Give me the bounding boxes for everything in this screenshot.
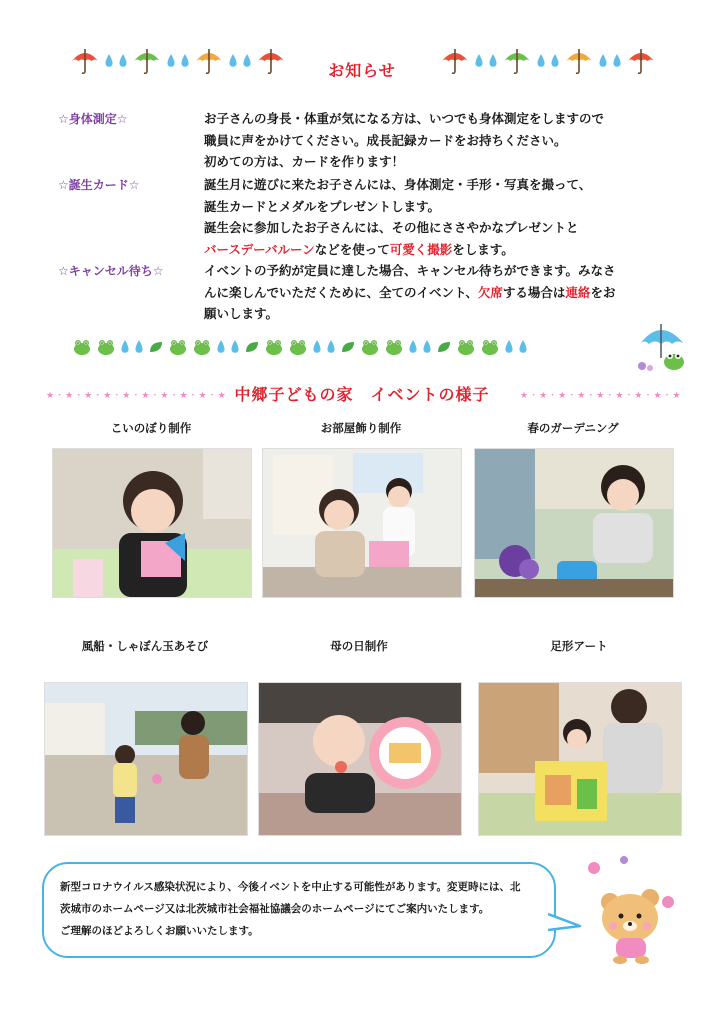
notice-line (204, 239, 591, 261)
raindrop-icon (408, 339, 418, 355)
raindrop-icon (216, 339, 226, 355)
notice-label-measure: ☆身体測定☆ (58, 112, 128, 126)
notice-line: 初めての方は、カードを作ります！ (204, 154, 405, 169)
photo-footprint-art (478, 682, 682, 836)
photo-spring-gardening (474, 448, 674, 598)
notice-body-birthday (204, 174, 591, 260)
notice-label-cancel: ☆キャンセル待ち☆ (58, 264, 164, 278)
photo-mothers-day (258, 682, 462, 836)
frog-icon (360, 338, 380, 356)
notice-text: する場合は (502, 284, 566, 300)
bear-illustration (580, 856, 690, 966)
notice-line: 職員に声をかけてください。成長記録カードをお持ちください。 (204, 132, 567, 148)
frog-icon (96, 338, 116, 356)
leaf-icon (436, 340, 452, 354)
photo-caption: 足形アート (550, 639, 608, 653)
notice-line: 誕生カードとメダルをプレゼントします。 (204, 198, 441, 214)
star-border-right: ★・★・★・★・★・★・★・★・★ (520, 391, 682, 401)
frog-icon (72, 338, 92, 356)
frog-icon (288, 338, 308, 356)
frog-icon (264, 338, 284, 356)
leaf-icon (340, 340, 356, 354)
frog-umbrella-illustration (632, 318, 690, 374)
frog-icon (192, 338, 212, 356)
raindrop-icon (312, 339, 322, 355)
umbrella-row-right (440, 46, 656, 76)
notice-body-measure (204, 108, 604, 173)
bubble-line: ご理解のほどよろしくお願いいたします。 (60, 925, 259, 937)
notice-text: などを使って (314, 241, 390, 257)
notice-line (204, 282, 616, 304)
notice-text: んに楽しんでいただくために、全てのイベント、 (204, 284, 478, 300)
bubble-line: 新型コロナウイルス感染状況により、今後イベントを中止する可能性があります。変更時には、北 (60, 881, 521, 893)
highlight-text: 可愛く撮影 (389, 241, 453, 257)
notice-line: お子さんの身長・体重が気になる方は、いつでも身体測定をしますので (204, 111, 605, 126)
highlight-text: 連絡 (565, 284, 591, 300)
umbrella-icon (626, 46, 656, 76)
star-border-left: ★・★・★・★・★・★・★・★・★・★ (46, 391, 227, 401)
photo-room-decoration (262, 448, 462, 598)
raindrop-icon (612, 53, 622, 69)
raindrop-icon (326, 339, 336, 355)
bubble-line: 茨城市のホームページ又は北茨城市社会福祉協議会のホームページにてご案内いたします。 (60, 903, 490, 915)
notice-line: イベントの予約が定員に達した場合、キャンセル待ちができます。みなさ (204, 263, 616, 278)
highlight-text: バースデーバルーン (204, 241, 315, 257)
notice-line: 誕生会に参加したお子さんには、その他にささやかなプレゼントと (204, 220, 579, 235)
photo-caption: お部屋飾り制作 (320, 421, 402, 435)
frog-icon (384, 338, 404, 356)
photo-caption: 母の日制作 (330, 639, 388, 653)
umbrella-icon (564, 46, 594, 76)
raindrop-icon (504, 339, 514, 355)
notice-line: 願いします。 (204, 306, 279, 321)
raindrop-icon (550, 53, 560, 69)
photo-caption: 風船・しゃぼん玉あそび (81, 639, 209, 653)
photo-caption: 春のガーデニング (527, 421, 619, 435)
frog-decoration-row (72, 338, 528, 356)
frog-icon (168, 338, 188, 356)
raindrop-icon (474, 53, 484, 69)
frog-icon (480, 338, 500, 356)
section-title: 中郷子どもの家 イベントの様子 (234, 385, 490, 404)
notice-text: をします。 (452, 241, 514, 257)
raindrop-icon (120, 339, 130, 355)
umbrella-icon (502, 46, 532, 76)
flower-icon (588, 862, 600, 874)
raindrop-icon (422, 339, 432, 355)
notice-body-cancel (204, 260, 616, 325)
highlight-text: 欠席 (477, 284, 503, 300)
bubble-text (60, 876, 550, 942)
raindrop-icon (134, 339, 144, 355)
frog-icon (456, 338, 476, 356)
page-title: お知らせ (328, 61, 396, 80)
bubble-tail (548, 912, 582, 934)
notice-label-birthday: ☆誕生カード☆ (58, 178, 140, 192)
photo-koinobori (52, 448, 252, 598)
raindrop-icon (518, 339, 528, 355)
raindrop-icon (230, 339, 240, 355)
raindrop-icon (536, 53, 546, 69)
umbrella-icon (440, 46, 470, 76)
raindrop-icon (598, 53, 608, 69)
photo-balloon-bubbles (44, 682, 248, 836)
notice-line: 誕生月に遊びに来たお子さんには、身体測定・手形・写真を撮って、 (204, 177, 592, 192)
notice-text: をお (590, 284, 616, 300)
raindrop-icon (488, 53, 498, 69)
leaf-icon (244, 340, 260, 354)
leaf-icon (148, 340, 164, 354)
photo-caption: こいのぼり制作 (110, 421, 192, 435)
